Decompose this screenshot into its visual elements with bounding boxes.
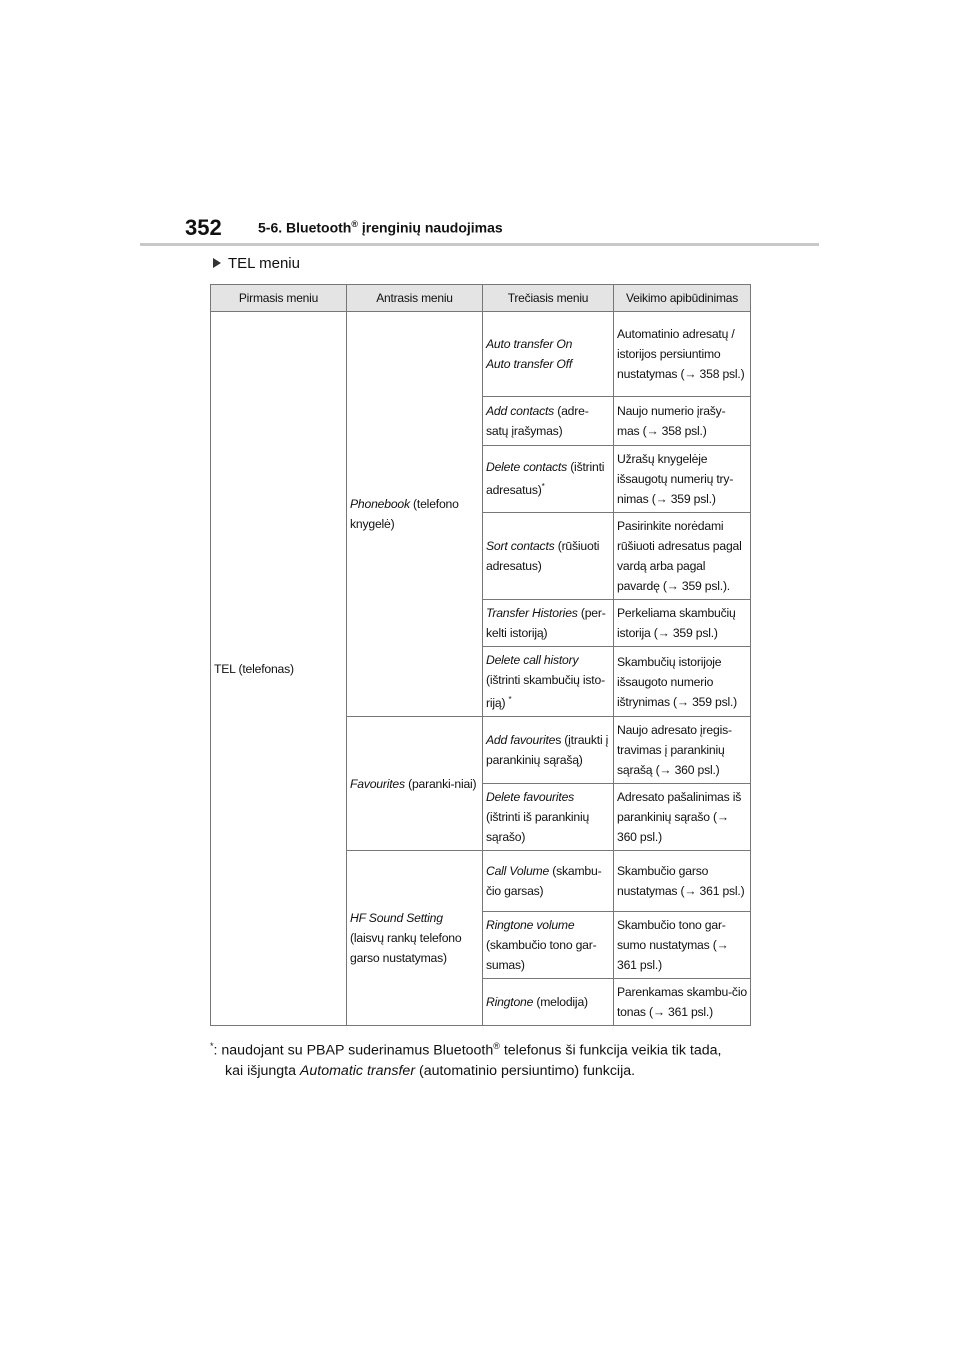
third-menu-cell <box>483 647 614 717</box>
first-menu-cell: TEL (telefonas) <box>211 312 347 1026</box>
footnote-marker: * <box>508 695 512 704</box>
third-menu-desc: (ištrinti skambučių isto-riją) <box>486 673 605 711</box>
subheading-text: TEL meniu <box>228 255 300 272</box>
operation-description-cell: Parenkamas skambu-čio tonas (→ 361 psl.) <box>614 979 751 1026</box>
section-title-text-rest: įrenginių naudojimas <box>357 219 503 236</box>
footnote-line2 <box>210 1061 770 1081</box>
third-menu-name: Transfer Histories <box>486 606 578 620</box>
section-title <box>258 219 503 236</box>
table-header-row <box>211 285 751 312</box>
third-menu-cell <box>483 851 614 912</box>
triangle-bullet-icon <box>213 258 221 268</box>
third-menu-name: Delete contacts <box>486 460 568 475</box>
third-menu-name: Auto transfer Off <box>486 357 573 371</box>
second-menu-name: Phonebook <box>350 497 410 512</box>
subheading <box>213 255 300 272</box>
column-header: Pirmasis meniu <box>211 285 347 312</box>
column-header: Veikimo apibūdinimas <box>614 285 751 312</box>
footnote-italic: Automatic transfer <box>299 1062 416 1079</box>
third-menu-desc: (skambučio tono gar-sumas) <box>486 938 597 973</box>
second-menu-cell <box>347 312 483 717</box>
third-menu-desc: (ištrinti iš parankinių sąrašo) <box>486 810 590 845</box>
second-menu-cell <box>347 717 483 851</box>
third-menu-desc: s (įtraukti į parankinių sąrašą) <box>486 733 609 768</box>
footnote-marker: * <box>541 482 545 492</box>
third-menu-desc: (per-kelti istoriją) <box>486 606 606 640</box>
operation-description-cell: Perkeliama skambučių istorija (→ 359 psl.) <box>614 600 751 647</box>
third-menu-cell <box>483 397 614 446</box>
third-menu-desc: (melodija) <box>533 995 588 1010</box>
footnote <box>210 1036 770 1081</box>
third-menu-name: Delete call history <box>486 653 579 667</box>
third-menu-name: Delete favourites <box>486 790 575 805</box>
third-menu-cell <box>483 912 614 979</box>
third-menu-cell <box>483 513 614 600</box>
second-menu-cell <box>347 851 483 1026</box>
third-menu-name: Auto transfer On <box>486 337 573 351</box>
third-menu-desc: (rūšiuoti adresatus) <box>486 539 600 573</box>
table-row <box>211 312 751 397</box>
registered-mark: ® <box>493 1041 500 1051</box>
tel-menu-table <box>210 284 751 1026</box>
header-divider <box>140 243 819 246</box>
third-menu-name: Add contacts <box>486 404 555 418</box>
third-menu-desc: (skambu-čio garsas) <box>486 864 602 899</box>
second-menu-desc: (telefono knygelė) <box>350 497 459 532</box>
registered-mark: ® <box>351 219 358 229</box>
third-menu-cell <box>483 446 614 513</box>
second-menu-name: Favourites <box>350 776 405 791</box>
operation-description-cell: Užrašų knygelėje išsaugotų numerių try-nimas (→ 359 psl.) <box>614 446 751 513</box>
third-menu-name: Ringtone volume <box>486 918 575 933</box>
operation-description-cell: Skambučio tono gar-sumo nustatymas (→ 361 psl.) <box>614 912 751 979</box>
footnote-text: (automatinio persiuntimo) funkcija. <box>415 1062 636 1079</box>
third-menu-name: Call Volume <box>486 864 550 879</box>
column-header: Antrasis meniu <box>347 285 483 312</box>
third-menu-cell <box>483 600 614 647</box>
operation-description-cell: Naujo numerio įrašy-mas (→ 358 psl.) <box>614 397 751 446</box>
footnote-text: telefonus ši funkcija veikia tik tada, <box>499 1042 722 1059</box>
third-menu-name: Add favourite <box>486 733 556 748</box>
operation-description-cell: Skambučių istorijoje išsaugoto numerio ištrynimas (→ 359 psl.) <box>614 647 751 717</box>
second-menu-desc: (paranki-niai) <box>404 776 477 791</box>
operation-description-cell: Naujo adresato įregis-travimas į parankinių sąrašą (→ 360 psl.) <box>614 717 751 784</box>
footnote-text: kai išjungta <box>225 1062 300 1079</box>
second-menu-desc: (laisvų rankų telefono garso nustatymas) <box>350 931 462 966</box>
third-menu-desc: (ištrinti adresatus) <box>486 460 605 498</box>
third-menu-cell <box>483 717 614 784</box>
third-menu-cell <box>483 979 614 1026</box>
operation-description-cell: Pasirinkite norėdami rūšiuoti adresatus pagal vardą arba pagal pavardę (→ 359 psl.). <box>614 513 751 600</box>
third-menu-name: Sort contacts <box>486 539 555 553</box>
third-menu-cell <box>483 784 614 851</box>
operation-description-cell: Automatinio adresatų / istorijos persiuntimo nustatymas (→ 358 psl.) <box>614 312 751 397</box>
column-header: Trečiasis meniu <box>483 285 614 312</box>
third-menu-desc: (adre-satų įrašymas) <box>486 404 589 438</box>
third-menu-name: Ringtone <box>486 995 534 1010</box>
page-number: 352 <box>185 215 222 240</box>
section-title-text: 5-6. Bluetooth <box>258 219 352 236</box>
footnote-text: : naudojant su PBAP suderinamus Bluetooth <box>213 1042 494 1059</box>
operation-description-cell: Skambučio garso nustatymas (→ 361 psl.) <box>614 851 751 912</box>
footnote-marker: * <box>210 1041 214 1051</box>
third-menu-cell <box>483 312 614 397</box>
operation-description-cell: Adresato pašalinimas iš parankinių sąrašo (→ 360 psl.) <box>614 784 751 851</box>
second-menu-name: HF Sound Setting <box>350 911 443 926</box>
